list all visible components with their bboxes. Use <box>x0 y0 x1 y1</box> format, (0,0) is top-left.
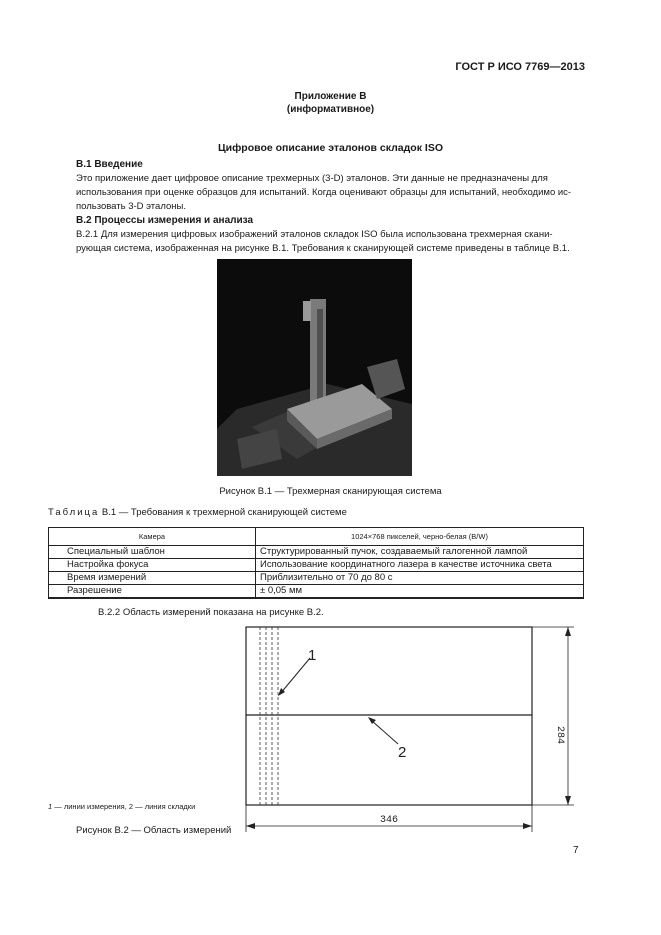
arrow-left-icon <box>246 823 255 829</box>
legend-prefix: 1 — <box>48 802 62 811</box>
dimension-height-label: 284 <box>554 726 565 745</box>
table-cell: Разрешение <box>49 585 256 599</box>
table-header-row <box>49 528 584 546</box>
figure-2-legend <box>48 802 195 811</box>
scanner-illustration <box>217 259 412 476</box>
main-title: Цифровое описание эталонов складок ISO <box>218 142 443 154</box>
table-label: Таблица <box>48 507 100 518</box>
measurement-area-rect <box>246 627 532 805</box>
table-cell: Приблизительно от 70 до 80 с <box>256 572 584 585</box>
label-1: 1 <box>308 647 317 664</box>
table-cell: ± 0,05 мм <box>256 585 584 599</box>
table-row <box>49 572 584 585</box>
label-2: 2 <box>398 744 407 761</box>
text-line: использования при оценке образцов для испытаний. Когда оценивают образцы для испытаний, необходимо ис- <box>76 187 572 198</box>
section-heading-process: В.2 Процессы измерения и анализа <box>76 215 254 226</box>
table-header-cell: 1024×768 пикселей, черно-белая (B/W) <box>256 528 584 546</box>
table-cell: Специальный шаблон <box>49 546 256 559</box>
section-heading-intro: В.1 Введение <box>76 159 143 170</box>
measurement-area-diagram <box>240 622 580 837</box>
table-row <box>49 585 584 599</box>
table-title-text: В.1 — Требования к трехмерной сканирующей системе <box>101 507 347 518</box>
arrow-down-icon <box>565 796 571 805</box>
table-row <box>49 546 584 559</box>
annex-subtitle: (информативное) <box>286 104 375 115</box>
figure-1-caption: Рисунок В.1 — Трехмерная сканирующая система <box>219 486 442 497</box>
leader-line-2 <box>371 720 398 744</box>
table-cell: Структурированный пучок, создаваемый галогенной лампой <box>256 546 584 559</box>
page-number: 7 <box>573 845 579 856</box>
text-line: пользовать 3-D эталоны. <box>76 201 186 212</box>
leader-line-1 <box>280 658 310 694</box>
arrow-up-icon <box>565 627 571 636</box>
figure-2-caption: Рисунок В.2 — Область измерений <box>76 825 232 836</box>
arrow-right-icon <box>523 823 532 829</box>
text-line: В.2.1 Для измерения цифровых изображений эталонов складок ISO была использована трехмерная скани- <box>76 229 553 240</box>
table-title <box>48 507 347 518</box>
section-intro-text <box>76 172 581 214</box>
table-cell: Время измерений <box>49 572 256 585</box>
legend-text: линии измерения, 2 — линия складки <box>63 802 196 811</box>
text-line: Это приложение дает цифровое описание трехмерных (3-D) эталонов. Эти данные не предназначены для <box>76 173 548 184</box>
requirements-table <box>48 527 584 599</box>
scanner-photo <box>217 259 412 476</box>
paragraph-b22: В.2.2 Область измерений показана на рисунке В.2. <box>98 607 324 618</box>
table-row <box>49 559 584 572</box>
dimension-width-label: 346 <box>380 815 399 826</box>
text-line: рующая система, изображенная на рисунке В.1. Требования к сканирующей системе приведены в таблице В.1. <box>76 243 570 254</box>
section-process-text <box>76 228 581 256</box>
table-cell: Использование координатного лазера в качестве источника света <box>256 559 584 572</box>
annex-title: Приложение В <box>294 91 367 102</box>
document-number: ГОСТ Р ИСО 7769—2013 <box>455 61 585 73</box>
table-cell: Настройка фокуса <box>49 559 256 572</box>
table-header-cell: Камера <box>49 528 256 546</box>
